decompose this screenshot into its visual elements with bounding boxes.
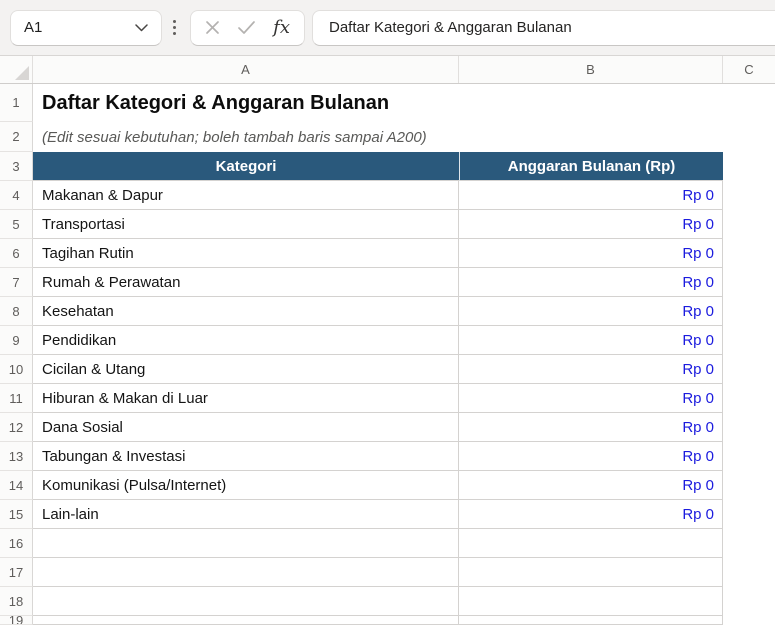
select-all-triangle-icon xyxy=(15,66,29,80)
cell-empty[interactable] xyxy=(723,384,775,413)
cell-empty[interactable] xyxy=(723,268,775,297)
row-number-11[interactable]: 11 xyxy=(0,384,33,413)
row-number-10[interactable]: 10 xyxy=(0,355,33,384)
cell-kategori[interactable]: Hiburan & Makan di Luar xyxy=(33,384,459,413)
cell-a1-title[interactable]: Daftar Kategori & Anggaran Bulanan xyxy=(33,84,775,122)
sheet-row-18 xyxy=(0,587,775,616)
cell-empty[interactable] xyxy=(459,558,723,587)
cell-empty[interactable] xyxy=(723,297,775,326)
row-number-19[interactable]: 19 xyxy=(0,616,33,625)
row-number-6[interactable]: 6 xyxy=(0,239,33,268)
cell-empty[interactable] xyxy=(459,529,723,558)
sheet-row-2 xyxy=(0,122,775,152)
cell-kategori[interactable]: Tagihan Rutin xyxy=(33,239,459,268)
cell-anggaran[interactable]: Rp 0 xyxy=(459,239,723,268)
cell-empty[interactable] xyxy=(33,587,459,616)
row-number-3[interactable]: 3 xyxy=(0,152,33,181)
cell-empty[interactable] xyxy=(459,616,723,625)
cell-empty[interactable] xyxy=(723,413,775,442)
row-number-13[interactable]: 13 xyxy=(0,442,33,471)
cell-anggaran[interactable]: Rp 0 xyxy=(459,268,723,297)
cell-empty[interactable] xyxy=(723,558,775,587)
row-number-1[interactable]: 1 xyxy=(0,84,33,122)
row-number-12[interactable]: 12 xyxy=(0,413,33,442)
cell-empty[interactable] xyxy=(723,587,775,616)
sheet-row-13 xyxy=(0,442,775,471)
cell-empty[interactable] xyxy=(723,500,775,529)
cell-kategori[interactable]: Transportasi xyxy=(33,210,459,239)
sheet-row-4 xyxy=(0,181,775,210)
cell-empty[interactable] xyxy=(723,326,775,355)
cell-anggaran[interactable]: Rp 0 xyxy=(459,413,723,442)
name-box[interactable] xyxy=(10,10,162,46)
row-number-5[interactable]: 5 xyxy=(0,210,33,239)
cell-empty[interactable] xyxy=(723,471,775,500)
cell-empty[interactable] xyxy=(459,587,723,616)
cell-empty[interactable] xyxy=(723,616,775,625)
cell-empty[interactable] xyxy=(33,529,459,558)
cell-anggaran[interactable]: Rp 0 xyxy=(459,384,723,413)
cell-anggaran[interactable]: Rp 0 xyxy=(459,181,723,210)
sheet-row-16 xyxy=(0,529,775,558)
formula-bar-text: Daftar Kategori & Anggaran Bulanan xyxy=(329,19,572,36)
table-header-kategori[interactable]: Kategori xyxy=(33,152,459,181)
column-header-c[interactable]: C xyxy=(744,62,754,77)
cell-c3[interactable] xyxy=(723,152,775,181)
cell-anggaran[interactable]: Rp 0 xyxy=(459,210,723,239)
column-header-b[interactable]: B xyxy=(459,56,723,83)
cell-kategori[interactable]: Makanan & Dapur xyxy=(33,181,459,210)
column-header-strip xyxy=(0,56,775,84)
cell-anggaran[interactable]: Rp 0 xyxy=(459,471,723,500)
cell-anggaran[interactable]: Rp 0 xyxy=(459,355,723,384)
sheet-row-3 xyxy=(0,152,775,181)
cell-empty[interactable] xyxy=(723,529,775,558)
insert-function-icon[interactable]: fx xyxy=(273,17,290,38)
sheet-row-12 xyxy=(0,413,775,442)
sheet-row-11 xyxy=(0,384,775,413)
row-number-8[interactable]: 8 xyxy=(0,297,33,326)
cell-kategori[interactable]: Pendidikan xyxy=(33,326,459,355)
sheet-row-15 xyxy=(0,500,775,529)
sheet-row-8 xyxy=(0,297,775,326)
sheet-row-19-partial xyxy=(0,616,775,625)
sheet-row-1 xyxy=(0,84,775,122)
row-number-9[interactable]: 9 xyxy=(0,326,33,355)
cell-kategori[interactable]: Cicilan & Utang xyxy=(33,355,459,384)
formula-buttons-group xyxy=(190,10,305,46)
enter-check-icon[interactable] xyxy=(238,21,255,34)
row-number-15[interactable]: 15 xyxy=(0,500,33,529)
row-number-18[interactable]: 18 xyxy=(0,587,33,616)
cell-empty[interactable] xyxy=(723,210,775,239)
sheet-row-14 xyxy=(0,471,775,500)
sheet-row-17 xyxy=(0,558,775,587)
cell-empty[interactable] xyxy=(723,239,775,268)
cell-kategori[interactable]: Tabungan & Investasi xyxy=(33,442,459,471)
formula-bar-input[interactable] xyxy=(312,10,775,46)
row-number-7[interactable]: 7 xyxy=(0,268,33,297)
cell-kategori[interactable]: Komunikasi (Pulsa/Internet) xyxy=(33,471,459,500)
cell-anggaran[interactable]: Rp 0 xyxy=(459,500,723,529)
cell-empty[interactable] xyxy=(723,442,775,471)
column-header-a[interactable]: A xyxy=(33,56,459,83)
formula-toolbar xyxy=(0,0,775,56)
row-number-2[interactable]: 2 xyxy=(0,122,33,152)
table-header-anggaran[interactable]: Anggaran Bulanan (Rp) xyxy=(459,152,723,181)
row-number-14[interactable]: 14 xyxy=(0,471,33,500)
cell-empty[interactable] xyxy=(33,616,459,625)
cell-anggaran[interactable]: Rp 0 xyxy=(459,442,723,471)
sheet-row-9 xyxy=(0,326,775,355)
cell-a2-note[interactable]: (Edit sesuai kebutuhan; boleh tambah baris sampai A200) xyxy=(33,122,775,152)
row-number-17[interactable]: 17 xyxy=(0,558,33,587)
row-number-16[interactable]: 16 xyxy=(0,529,33,558)
cell-anggaran[interactable]: Rp 0 xyxy=(459,297,723,326)
sheet-grid xyxy=(0,84,775,625)
cancel-icon[interactable] xyxy=(205,20,220,35)
cell-kategori[interactable]: Lain-lain xyxy=(33,500,459,529)
cell-empty[interactable] xyxy=(723,181,775,210)
cell-empty[interactable] xyxy=(723,355,775,384)
cell-empty[interactable] xyxy=(33,558,459,587)
chevron-down-icon[interactable] xyxy=(135,24,148,32)
cell-kategori[interactable]: Rumah & Perawatan xyxy=(33,268,459,297)
cell-kategori[interactable]: Dana Sosial xyxy=(33,413,459,442)
cell-kategori[interactable]: Kesehatan xyxy=(33,297,459,326)
grip-dots-icon[interactable] xyxy=(173,20,176,35)
sheet-row-7 xyxy=(0,268,775,297)
cell-anggaran[interactable]: Rp 0 xyxy=(459,326,723,355)
sheet-row-5 xyxy=(0,210,775,239)
select-all-button[interactable] xyxy=(0,56,33,83)
row-number-4[interactable]: 4 xyxy=(0,181,33,210)
sheet-row-10 xyxy=(0,355,775,384)
sheet-row-6 xyxy=(0,239,775,268)
name-box-value: A1 xyxy=(24,19,43,36)
